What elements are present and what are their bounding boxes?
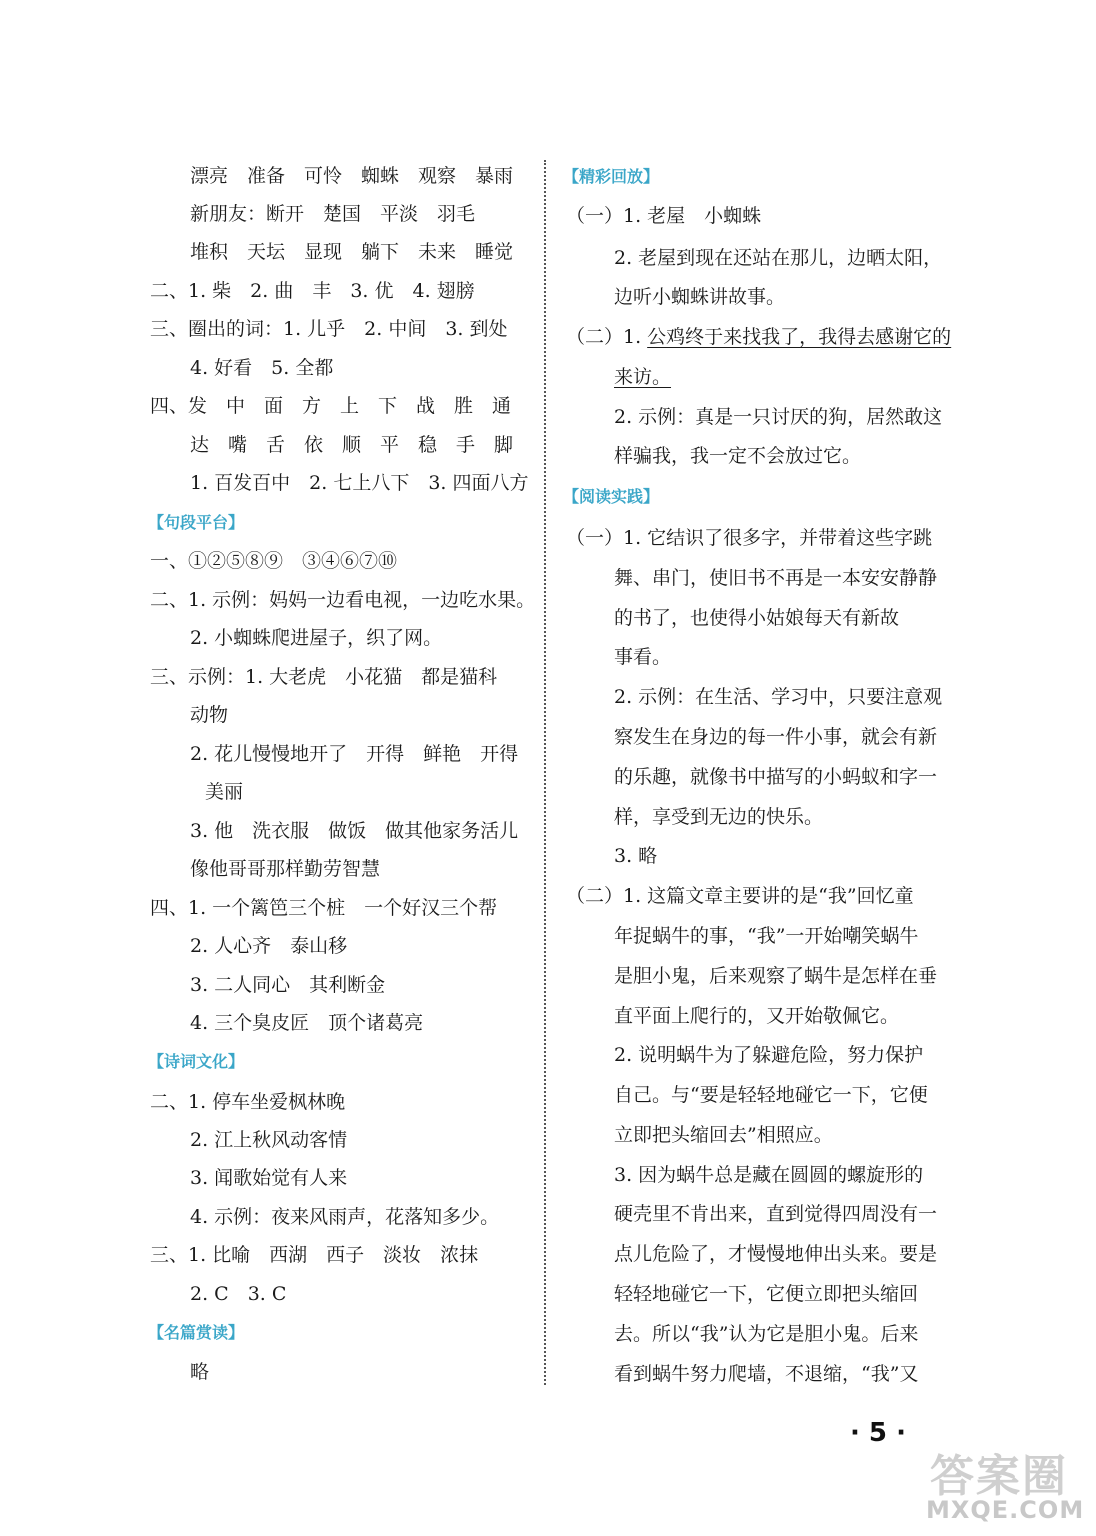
answer-line: 事看。 (614, 646, 672, 668)
answer-line: 美丽 (205, 781, 244, 803)
answer-line: 硬壳里不肯出来，直到觉得四周没有一 (614, 1203, 938, 1225)
answer-line: 像他哥哥那样勤劳智慧 (190, 858, 381, 880)
section-heading-highlights: 【精彩回放】 (563, 167, 660, 186)
answer-line: 边听小蜘蛛讲故事。 (614, 286, 786, 308)
answer-line: 略 (190, 1361, 210, 1383)
answer-line: 立即把头缩回去”相照应。 (614, 1124, 833, 1146)
answer-line: 4. 三个臭皮匠 顶个诸葛亮 (190, 1012, 424, 1034)
answer-line: 三、1. 比喻 西湖 西子 淡妆 浓抹 (150, 1244, 479, 1266)
column-divider (544, 160, 546, 1385)
answer-line: 察发生在身边的每一件小事，就会有新 (614, 726, 938, 748)
answer-line: 2. 小蜘蛛爬进屋子，织了网。 (190, 627, 443, 649)
answer-line: 年捉蜗牛的事，“我”一开始嘲笑蜗牛 (614, 925, 919, 947)
page-number: · 5 · (850, 1418, 906, 1448)
answer-line: 二、1. 示例：妈妈一边看电视，一边吃水果。 (150, 589, 536, 611)
answer-line: 漂亮 准备 可怜 蜘蛛 观察 暴雨 (190, 165, 514, 187)
answer-line: 3. 闻歌始觉有人来 (190, 1167, 348, 1189)
answer-line: 新朋友：断开 楚国 平淡 羽毛 (190, 203, 476, 225)
answer-line: 四、1. 一个篱笆三个桩 一个好汉三个帮 (150, 897, 498, 919)
answer-line: （一）1. 老屋 小蜘蛛 (566, 205, 762, 227)
answer-line: （二）1. 这篇文章主要讲的是“我”回忆童 (566, 885, 914, 907)
answer-line: 轻轻地碰它一下，它便立即把头缩回 (614, 1283, 919, 1305)
answer-line: 四、发 中 面 方 上 下 战 胜 通 (150, 395, 512, 417)
answer-line: 4. 示例：夜来风雨声，花落知多少。 (190, 1206, 500, 1228)
answer-line: 2. 江上秋风动客情 (190, 1129, 348, 1151)
section-heading-sentence-platform: 【句段平台】 (148, 513, 245, 532)
answer-line: 2. 示例：在生活、学习中，只要注意观 (614, 686, 943, 708)
underlined-answer: 公鸡终于来找我了，我得去感谢它的 (647, 326, 952, 348)
answer-line (566, 325, 951, 349)
answer-line: 直平面上爬行的，又开始敬佩它。 (614, 1005, 900, 1027)
answer-line: 3. 因为蜗牛总是藏在圆圆的螺旋形的 (614, 1164, 924, 1186)
answer-line: 4. 好看 5. 全都 (190, 357, 334, 379)
section-heading-poetry-culture: 【诗词文化】 (148, 1052, 245, 1071)
answer-line: 2. 说明蜗牛为了躲避危险，努力保护 (614, 1044, 924, 1066)
watermark-url: MXQE.COM (926, 1496, 1085, 1524)
answer-line: 达 嘴 舌 依 顺 平 稳 手 脚 (190, 434, 514, 456)
answer-line: 样骗我，我一定不会放过它。 (614, 445, 862, 467)
answer-line: 三、圈出的词：1. 儿乎 2. 中间 3. 到处 (150, 318, 508, 340)
answer-line: 点儿危险了，才慢慢地伸出头来。要是 (614, 1243, 938, 1265)
answer-line: 舞、串门，使旧书不再是一本安安静静 (614, 567, 938, 589)
answer-line: 3. 二人同心 其利断金 (190, 974, 386, 996)
answer-line: 看到蜗牛努力爬墙，不退缩，“我”又 (614, 1363, 919, 1385)
answer-line: 的书了，也使得小姑娘每天有新故 (614, 607, 900, 629)
answer-line: 3. 他 洗衣服 做饭 做其他家务活儿 (190, 820, 519, 842)
answer-line: 2. 老屋到现在还站在那儿，边晒太阳， (614, 247, 943, 269)
answer-line: 堆积 天坛 显现 躺下 未来 睡觉 (190, 241, 514, 263)
answer-line: 1. 百发百中 2. 七上八下 3. 四面八方 (190, 472, 529, 494)
answer-line: 去。所以“我”认为它是胆小鬼。后来 (614, 1323, 919, 1345)
answer-line: 二、1. 停车坐爱枫林晚 (150, 1091, 346, 1113)
answer-line (614, 365, 671, 389)
answer-line: 二、1. 柴 2. 曲 丰 3. 优 4. 翅膀 (150, 280, 475, 302)
answer-line: 样，享受到无边的快乐。 (614, 806, 824, 828)
section-heading-famous-works: 【名篇赏读】 (148, 1323, 245, 1342)
answer-line: 2. 示例：真是一只讨厌的狗，居然敢这 (614, 406, 943, 428)
answer-line: 是胆小鬼，后来观察了蜗牛是怎样在垂 (614, 965, 938, 987)
answer-line: 2. 花儿慢慢地开了 开得 鲜艳 开得 (190, 743, 519, 765)
answer-line: 三、示例：1. 大老虎 小花猫 都是猫科 (150, 666, 498, 688)
watermark-logo: 答案圈 (930, 1451, 1068, 1502)
answer-line: 2. 人心齐 泰山移 (190, 935, 348, 957)
answer-line: 自己。与“要是轻轻地碰它一下，它便 (614, 1084, 928, 1106)
section-heading-reading-practice: 【阅读实践】 (563, 487, 660, 506)
answer-line: 2. C 3. C (190, 1283, 287, 1305)
answer-line: 动物 (190, 704, 229, 726)
answer-line: （一）1. 它结识了很多字，并带着这些字跳 (566, 527, 933, 549)
answer-line: 一、①②⑤⑧⑨ ③④⑥⑦⑩ (150, 550, 398, 572)
answer-number: （二）1. (566, 326, 648, 348)
underlined-answer: 来访。 (614, 366, 672, 388)
answer-line: 3. 略 (614, 845, 658, 867)
answer-line: 的乐趣，就像书中描写的小蚂蚁和字一 (614, 766, 938, 788)
